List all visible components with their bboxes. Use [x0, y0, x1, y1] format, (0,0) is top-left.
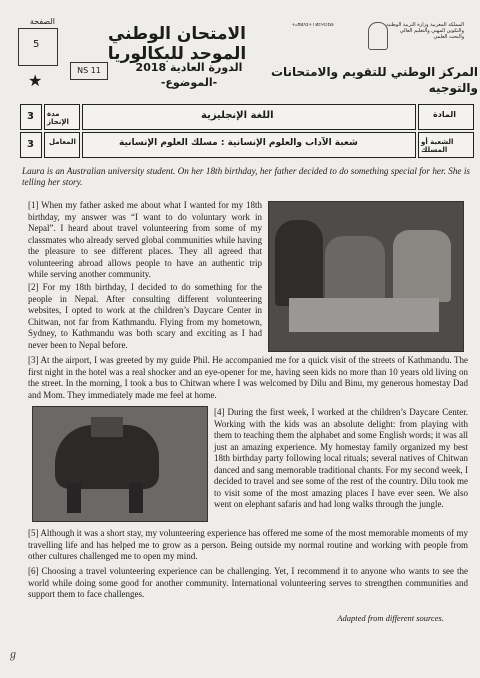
margin-signature: ℊ [8, 650, 18, 661]
exam-info-table [20, 104, 472, 156]
elephant-leg [129, 483, 143, 513]
exam-subject-label: -الموضوع- [160, 76, 218, 89]
elephant-leg [67, 483, 81, 513]
branch-label: الشعبة أو المسلك [421, 138, 454, 154]
paragraph-1: [1] When my father asked me about what I wanted for my 18th birthday, my answer was “I want to do voluntary work in Nepal”. I heard about travel volunteering from some of my classmates who already served global communities while having the pleasure to see different places. They all agreed that volunteering abroad allows people to have an authentic trip while serving another community. [28, 200, 262, 279]
subject-value-box [82, 104, 416, 130]
person-shape [275, 220, 323, 306]
branch-label-box [418, 132, 474, 158]
paragraph-3: [3] At the airport, I was greeted by my guide Phil. He accompanied me for a quick visit of the streets of Kathmandu. The first night in the hotel was a real shocker and an eye-opener for me, having seen kids no more than 10 years old living on the street. In the morning, I took a bus to Chitwan where I was welcomed by Dilu and Binu, my generous homestay Dad and Mom. They immediately made me feel at home. [28, 355, 468, 400]
star-icon: ★ [28, 73, 43, 90]
coef-label: المعامل [49, 138, 76, 146]
story-intro: Laura is an Australian university student. On her 18th birthday, her father decided to do something special for her. She is telling her story. [22, 166, 470, 187]
exam-header [8, 4, 478, 96]
branch-value: شعبة الآداب والعلوم الإنسانية : مسلك العلوم الإنسانية [119, 138, 358, 148]
kids-photo [268, 201, 464, 352]
subject-value: اللغة الإنجليزية [201, 110, 274, 121]
page-label: الصفحة [29, 17, 55, 26]
branch-value-box [82, 132, 416, 158]
subject-label: المادة [433, 110, 456, 119]
elephant-riders [91, 417, 123, 437]
duration-label-box [44, 104, 80, 130]
page-number: 5 [33, 39, 40, 50]
ns-code: NS 11 [70, 62, 108, 80]
subject-label-box [418, 104, 474, 130]
ministry-name: المملكة المغربية وزارة التربية الوطنية والتكوين المهني والتعليم العالي والبحث العلمي [386, 22, 464, 40]
duration-value: 3 [27, 111, 34, 122]
paragraph-5: [5] Although it was a short stay, my volunteering experience has offered me some of the most memorable moments of my travelling life and has helped me to grow as a person. Being outside my normal routine and working with people from other cultures challenged me to open my mind. [28, 528, 468, 561]
paragraph-6: [6] Choosing a travel volunteering experience can be challenging. Yet, I recommend it to anyone who wants to see the world while doing some good for another community. International volunteering serves to strengthen communities and support them to face challenges. [28, 566, 468, 599]
table-shape [289, 298, 439, 332]
coef-value: 3 [27, 139, 34, 150]
paragraph-2: [2] For my 18th birthday, I decided to do something for the people in Nepal. After consulting different volunteering websites, I opted to work at the children’s Daycare Center in Chitwan, not far from Kathmandu. Flying from my hometown, Sydney, to Kathmandu was both scary and exciting as I had never been to Nepal before. [28, 282, 262, 350]
person-shape [393, 230, 451, 302]
page-number-box [18, 17, 58, 66]
paragraph-4: [4] During the first week, I worked at the children’s Daycare Center. Working with the kids was an absolute delight: from playing with them to teaching them the alphabet and some English words; it was all just an amazing experience. My homestay family organized my best 18th birthday party following local rituals; several natives of Chitwan danced and sang memorable traditional chants. For my second week, I decided to travel and see some of the rest of the country. Dilu took me to visit some of the most amazing places I have ever seen. We also went on elephant safaris and had long walks through the jungle. [214, 407, 468, 509]
coef-label-box [44, 132, 80, 158]
tifinagh-text: ⵜⴰⴳⵍⴷⵉⵜ ⵏ ⵍⵎⵖⵔⵉⴱ [292, 22, 334, 27]
center-name: المركز الوطني للتقويم والامتحانات والتوجيه [270, 65, 478, 95]
duration-value-box [20, 104, 42, 130]
elephant-photo [32, 406, 208, 522]
duration-label: مدة الإنجاز [47, 110, 69, 126]
exam-session: الدورة العادية 2018 [135, 61, 243, 74]
coef-value-box [20, 132, 42, 158]
source-note: Adapted from different sources. [337, 613, 444, 623]
exam-title: الامتحان الوطني الموحد للبكالوريا [107, 24, 247, 64]
